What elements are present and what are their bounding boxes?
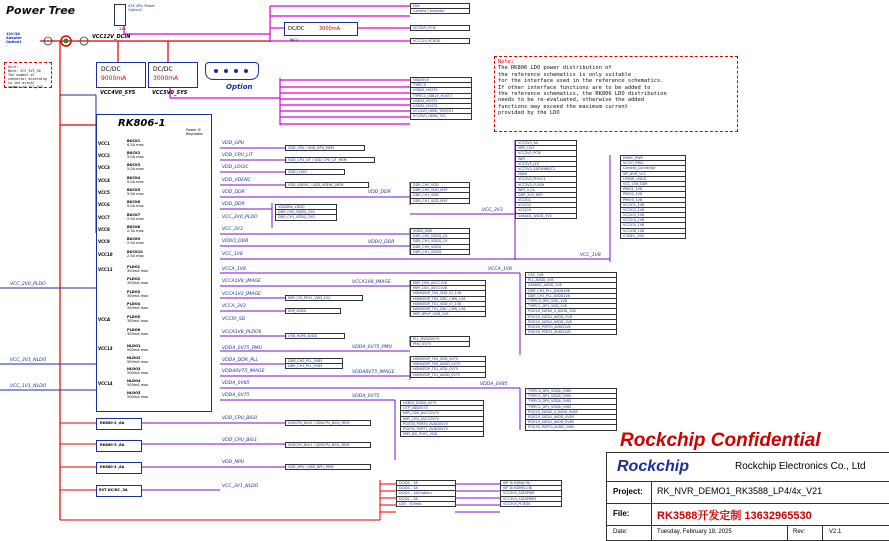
- pmic-name: RK806-1: [118, 118, 166, 129]
- dcin-rail-label: VCC12V_DCIN: [92, 34, 131, 40]
- pldo-vcc: VCCA: [98, 317, 111, 322]
- list-item: MIPI_CSI1_AVCC0V75: [400, 417, 484, 422]
- list-pll: [285, 358, 343, 369]
- list-item: HDMI/EDP_TX0_VDD_0V75: [410, 356, 486, 362]
- usb-net: USB30_HOST2: [410, 104, 472, 109]
- vddq-list: [410, 228, 470, 255]
- list-item: SPI_NOR_VCC: [620, 172, 686, 177]
- list-item: PMIO3_1V8: [620, 198, 686, 203]
- nldo-rail: VDDA0V75_IMAGE: [222, 369, 265, 374]
- nldo-vcc: VCC13: [98, 346, 113, 351]
- list-item: MIPI_CSI3: [515, 146, 577, 151]
- sys-5v0-label: VCC5V0_SYS: [152, 90, 188, 96]
- buck-vcc: VCC4: [98, 178, 110, 183]
- pmic-subtitle: Power IC Regulator: [186, 128, 203, 136]
- list-item: HDMI/EDP_TX0_AVDD_0V75: [410, 362, 486, 367]
- list-item: PLL_DVDD0V75: [410, 336, 470, 342]
- pldo-rail: VCCA_3V3: [222, 304, 246, 309]
- nldo-spec: 500mA max: [127, 360, 149, 364]
- top-net-list-2: [410, 25, 470, 31]
- buck-vcc: VCC1: [98, 141, 110, 146]
- net-text: VDDCPU_BIG1 / VDDCPU_BIG1_MEM: [285, 442, 371, 448]
- rockchip-logo: Rockchip: [617, 458, 690, 475]
- net-text: DDR_CH1_VDD: [410, 193, 470, 198]
- buck-spec: 2.5A max: [127, 241, 144, 245]
- adapter-label: 12V/3A Adapter Option1: [6, 32, 22, 44]
- buck-rail: VDD_VDENC: [222, 178, 251, 183]
- date-label: Date:: [613, 529, 628, 535]
- buck-vcc: VCC6: [98, 202, 110, 207]
- buck-name: BUCK2: [127, 151, 141, 155]
- pldo-name: PLDO1: [127, 265, 141, 269]
- buck-spec: 2.5A max: [127, 229, 144, 233]
- buck-spec: 5.0A max: [127, 167, 144, 171]
- net-text: DDR_CH0_VDDQ_CK: [410, 234, 470, 239]
- buck-spec: 2.5A max: [127, 217, 144, 221]
- list-item: MIPI_CSI0_AVCC1V8: [410, 280, 486, 286]
- dcdc-mid: [148, 62, 198, 88]
- rk860-rail: VDD_CPU_BIG0: [222, 416, 258, 421]
- buck-name: BUCK7: [127, 213, 141, 217]
- list-bottom-dcdc: [396, 480, 456, 507]
- net-text: DDR_CH1_VDD_M1P: [410, 199, 470, 204]
- list-item: PCIE30_PORT0_AVDD1V8: [525, 325, 617, 330]
- nldo-vcc: VCC14: [98, 381, 113, 386]
- pldo-spec: 300mA max: [127, 332, 149, 336]
- list-item: CODEC_1V8: [620, 234, 686, 239]
- net-text: MIPI_CSI_PHY1_VDD_1V2: [285, 295, 363, 301]
- note-line: needs to be re-evaluated, otherwise the added: [498, 97, 645, 104]
- net-text: DDR_CH1_VDDQ_CK0: [275, 215, 337, 220]
- list-item: MIPI_DSI_PHY1_VDD: [400, 432, 484, 437]
- buck-spec: 6.5A max: [127, 143, 144, 147]
- project-label: Project:: [613, 487, 643, 496]
- list-item: TYPEC1_DP1_VDDA_0V85: [525, 405, 617, 410]
- buck-vcc: VCC8: [98, 227, 110, 232]
- pldo-vcc: VCC11: [98, 267, 113, 272]
- net-text: VDD_VDENC / VDD_VDENC_MEM: [285, 182, 369, 188]
- buck-name: BUCK6: [127, 200, 141, 204]
- nldo-spec: 500mA max: [127, 371, 149, 375]
- note-line: functions may exceed the maximum current: [498, 103, 628, 110]
- net-text: EDP_AVDD: [285, 308, 341, 314]
- rk860-out: [285, 464, 371, 470]
- net-text: DDR_CH0_VDDQ: [410, 245, 470, 250]
- list-item: HDMI/EDP_TX0_DDC_CMN_1V8: [410, 297, 486, 302]
- pldo-rail: VCCA1V2_IMAGE: [222, 292, 261, 297]
- list-item: VCC3V3_PCIE: [515, 151, 577, 156]
- ext-rail: VCC_3V1_NLDO: [222, 484, 259, 489]
- list-bottom-out: [500, 480, 562, 507]
- buck-spec: 5.0A max: [127, 155, 144, 159]
- nldo-name: NLDO1: [127, 344, 141, 348]
- list-item: VCCIO1: [515, 198, 577, 203]
- net-text: DDR_CH0_VDDQ_CK0: [275, 210, 337, 215]
- list-item: HDMI/EDP_TX1_VDD_IO_1V8: [410, 302, 486, 307]
- list-item: VCCIO5_1V8: [620, 223, 686, 228]
- pldo-name: PLDO2: [127, 277, 141, 281]
- nldo-name: NLDO2: [127, 356, 141, 360]
- net-text: DDR_CH0_VDD_M1P: [410, 188, 470, 193]
- list-item: PCIE30_PORT0_AVDD_0V85: [525, 425, 617, 430]
- list-item: MIPI_CSI1_AVCC1V8: [410, 286, 486, 291]
- list-item: VCC3V3_SATAPWR1: [500, 497, 562, 502]
- nldo-name: NLDO3: [127, 367, 141, 371]
- list-item: DC/DC , 3A(Option): [396, 491, 456, 496]
- list-item: TYPEC0_DP0_VDDA_0V85: [525, 388, 617, 394]
- vdda0v75-label: VDDA_0V75: [352, 394, 380, 399]
- list-item: PMIO1_1V8: [620, 187, 686, 192]
- buck-rail: VCC_2V0_PLDO: [222, 215, 258, 220]
- usb-net: USB20_HOST2: [410, 99, 472, 104]
- usb-net: USB20_HOST0: [410, 88, 472, 93]
- vcca1v8-image-label: VCCA1V8_IMAGE: [352, 280, 391, 285]
- usb-net: TYPEC0: [410, 83, 472, 88]
- dcdc-top: [284, 22, 358, 36]
- rk860-out: [285, 420, 371, 426]
- note-line: If other interface functions are to be added to: [498, 84, 651, 91]
- vcc-1v8-label: VCC_1V8: [580, 253, 601, 258]
- list-item: PCIE20_SATA1_AVDD_1V8: [525, 315, 617, 320]
- list-item: PCIE20_SATA2_AVDD_0V85: [525, 420, 617, 425]
- nldo-name: NLDO4: [127, 379, 141, 383]
- list-item: ISP To HDMI(CN): [500, 480, 562, 486]
- note-right-title: Note:: [498, 59, 515, 65]
- usb-net: VCC5V0_HDMI_TX0/TX1: [410, 109, 472, 114]
- logic-net: [285, 169, 345, 175]
- buck-name: BUCK4: [127, 176, 141, 180]
- page-title: Power Tree: [6, 4, 76, 17]
- list-item: Camera_Connector: [620, 166, 686, 171]
- net-vcc5v0-pcie: VCC5V0_PCIE: [410, 25, 470, 31]
- rk860-rail: VDD_CPU_BIG1: [222, 438, 258, 443]
- buck-rail: VCC_1V8: [222, 252, 243, 257]
- list-vdda-0v85: [525, 388, 617, 431]
- buck-rail: VDD_DDR: [222, 190, 245, 195]
- net-text: USB_HDMI_AVDD: [285, 333, 345, 339]
- pldo-spec: 300mA max: [127, 294, 149, 298]
- list-image: [410, 356, 486, 378]
- pldo6: [285, 333, 345, 339]
- list-item: PCIE20_SATA1_AVDD_0V85: [525, 415, 617, 420]
- list-item: DDR_CH1_PLL_AVDD1V8: [525, 294, 617, 299]
- vdenc-net: [285, 182, 369, 188]
- rk860-name: RK860-3 ,6A: [100, 465, 125, 469]
- file-value: RK3588开发定制 13632965530: [657, 510, 812, 522]
- net-text: VDD_CPU_LIT / VDD_CPU_LIT_MEM: [285, 157, 375, 163]
- buck-spec: 5.0A max: [127, 204, 144, 208]
- list-item: DDR_2V5_MIPI: [515, 193, 577, 198]
- list-item: PCIE30_PORT0_AVDD0V75: [400, 422, 484, 427]
- note-left-title: Note:: [8, 65, 19, 69]
- date-row: [607, 525, 889, 540]
- buck-name: BUCK5: [127, 188, 141, 192]
- list-item: PMU_0V75: [410, 342, 470, 347]
- note-line: provided by the LDO: [498, 110, 560, 117]
- list-item: PLL_AVDD_1V8: [525, 278, 617, 283]
- list-item: VCC3V3_SATAPWR: [500, 491, 562, 496]
- buck-vcc: VCC2: [98, 153, 110, 158]
- confidential-label: Rockchip Confidential: [620, 430, 821, 451]
- buck-spec: 2.5A max: [127, 254, 144, 258]
- dcdc-mid-name: DC/DC: [153, 66, 173, 73]
- top-net-list-3: [410, 38, 470, 44]
- buck-vcc: VCC7: [98, 215, 110, 220]
- list-item: LPDDR_VDDQ: [620, 177, 686, 182]
- net-text: DDR_CH0_VDD: [410, 182, 470, 188]
- dcdc-left-current: 9000mA: [101, 75, 127, 82]
- list-item: VCC3V3_LTE: [515, 162, 577, 167]
- list-item: VCCIO6_1V8: [620, 229, 686, 234]
- input-vcc-1v1-nldo: VCC_1V1_NLDO: [10, 384, 47, 389]
- company-name: Rockchip Electronics Co., Ltd: [735, 461, 866, 472]
- list-item: LDO , 500mA: [396, 502, 456, 507]
- list-item: TYPEC0_DP0_VDDA_0V85: [525, 399, 617, 404]
- pldo-rail: VCCA1V8_PLDO6: [222, 330, 262, 335]
- title-block-header: [607, 453, 889, 482]
- list-vdda-0v75: [400, 400, 484, 437]
- net-camera-connector: Camera Connector: [410, 9, 470, 14]
- list-item: MIPI_DPHY_VDD_1V8: [410, 312, 486, 317]
- list-vcca1v8-image: [410, 280, 486, 317]
- lit-net: [285, 157, 375, 163]
- pldo-v12: [285, 295, 363, 301]
- vdd-ddr-label: VDD_DDR: [368, 190, 391, 195]
- pldo-3v3: [285, 308, 341, 314]
- list-item: SARADC_AVDD_3V3: [515, 214, 577, 219]
- buck-name: BUCK9: [127, 237, 141, 241]
- list-item: PCIE20_SATA0_2_AVDD_0V85: [525, 410, 617, 415]
- nldo-rail: VDDA_0V75_PMU: [222, 346, 262, 351]
- buck-rail: VDDQ_DDR: [222, 239, 249, 244]
- list-item: VCC3V3_FLASH: [515, 183, 577, 188]
- note-right: [494, 56, 738, 132]
- nldo-name: NLDO5: [127, 391, 141, 395]
- vddq-ddr-label: VDDQ_DDR: [368, 240, 395, 245]
- gpu-net: [285, 145, 365, 151]
- buck-rail: VDD_LOGIC: [222, 165, 249, 170]
- list-item: VCCIO1_1V8: [620, 203, 686, 208]
- buck-vcc: VCC5: [98, 190, 110, 195]
- rk860-rail: VDD_NPU: [222, 460, 245, 465]
- nldo-spec: 500mA max: [127, 395, 149, 399]
- dcdc-left-name: DC/DC: [101, 66, 121, 73]
- list-item: DDR_CH0_PLL_AVDD1V8: [525, 289, 617, 294]
- rk860-name: RK860-2 ,6A: [100, 421, 125, 425]
- list-item: TYPEC0_DP0_VDD_1V8: [525, 299, 617, 304]
- ddr-right: [410, 182, 470, 204]
- usb-net-list: [410, 77, 472, 120]
- buck-name: BUCK10: [127, 250, 143, 254]
- list-item: WIFI: [515, 157, 577, 162]
- nldo-spec: 500mA max: [127, 348, 149, 352]
- buck-name: BUCK8: [127, 225, 141, 229]
- net-text: DDR_CH1_VDDQ_CK: [410, 239, 470, 244]
- rev-value: V2.1: [829, 529, 842, 535]
- dcdc-top-name: DC/DC: [288, 26, 305, 32]
- file-label: File:: [613, 509, 630, 518]
- list-item: SARADC_AVDD_1V8: [525, 283, 617, 288]
- usb-net: VBUS5V0: [410, 77, 472, 83]
- buck-rail: VDD_CPU_LIT: [222, 153, 253, 158]
- net-text: VDDDRA_VDDQ: [275, 204, 337, 210]
- list-item: OSC_1V8: [525, 272, 617, 278]
- list-item: VCCIO2_1V8: [620, 208, 686, 213]
- list-item: VCC3V3_SD: [515, 140, 577, 146]
- list-item: PCIE20_SATA2_AVDD_1V8: [525, 320, 617, 325]
- buck-vcc: VCC10: [98, 252, 113, 257]
- date-value: Tuesday, February 18, 2025: [657, 529, 732, 535]
- pmu-label: VDDA_0V75_PMU: [352, 345, 392, 350]
- option-connector: [205, 62, 259, 80]
- top-net-list: [410, 3, 470, 14]
- list-item: PMIO2_1V8: [620, 192, 686, 197]
- nldo-rail: VDDA_0V85: [222, 381, 250, 386]
- list-item: VCCIO_PMIC: [620, 161, 686, 166]
- list-item: TYPEC1_DP1_VDD_1V8: [525, 304, 617, 309]
- note-left-text: Note: VCC_3V3_S0 The number of connector according to the actual number of VCC_3V3: [8, 69, 47, 89]
- pldo-spec: 300mA max: [127, 269, 149, 273]
- ext-dcdc-name: EXT DC/DC ,3A: [99, 488, 128, 492]
- list-item: HDMI: [515, 172, 577, 177]
- option-label: Option: [226, 83, 253, 91]
- buck-rail: VDD_GPU: [222, 141, 245, 146]
- rev-label: Rev:: [793, 529, 806, 535]
- usb-net: VCC5V0_HDMI_TX3: [410, 114, 472, 119]
- list-item: DDR_CH0_PLL_0V85: [285, 358, 343, 364]
- net-fan: FAN: [410, 3, 470, 9]
- net-text: VDD_GPU / VDD_GPU_MEM: [285, 145, 365, 151]
- net-text: VDD_NPU / VDD_NPU_MEM: [285, 464, 371, 470]
- list-item: VCCIO4_1V8: [620, 218, 686, 223]
- list-item: MIPI_CSI0_AVCC0V75: [400, 411, 484, 416]
- pldo-name: PLDO5: [127, 315, 141, 319]
- list-item: VCCIO3_1V8: [620, 213, 686, 218]
- vdda0v85-label: VDDA_0V85: [480, 382, 508, 387]
- list-item: DDR_CH1_PLL_0V85: [285, 364, 343, 369]
- buck-name: BUCK1: [127, 139, 141, 143]
- project-value: RK_NVR_DEMO1_RK3588_LP4/4x_V21: [657, 486, 823, 496]
- buck-spec: 5.0A max: [127, 192, 144, 196]
- list-1v8: [620, 155, 686, 239]
- project-row: [607, 481, 889, 504]
- nldo-rail: VDDA_0V75: [222, 393, 250, 398]
- list-item: HDMI/EDP_TX0_VDD_IO_1V8: [410, 291, 486, 296]
- pldo-name: PLDO4: [127, 302, 141, 306]
- list-item: HDMI/EDP_TX1_DDC_CMN_1V8: [410, 307, 486, 312]
- list-vcca-1v8: [525, 272, 617, 335]
- pldo-spec: 300mA max: [127, 281, 149, 285]
- note-line: for the interface used in the reference schematics.: [498, 78, 664, 85]
- pldo-rail: VCCIO_SD: [222, 317, 246, 322]
- list-item: OTP_VDD0V75: [400, 406, 484, 411]
- pldo-spec: 300mA max: [127, 306, 149, 310]
- list-item: PCIE20_SATA0_2_AVDD_1V8: [525, 309, 617, 314]
- net-mcu: MCU: [290, 38, 299, 42]
- note-line: the reference schematics is only suitable: [498, 71, 632, 78]
- net-text: VDDQ_DDR: [410, 228, 470, 234]
- pldo-rail: VCCA_1V8: [222, 267, 246, 272]
- list-item: VCCIO2: [515, 203, 577, 208]
- atx-12v-label: 12V: [119, 27, 126, 31]
- nldo-spec: 500mA max: [127, 383, 149, 387]
- pldo-name: PLDO6: [127, 328, 141, 332]
- list-item: DC/DC , 3A: [396, 480, 456, 486]
- list-item: DC/DC , 3A: [396, 486, 456, 491]
- note-left: [4, 62, 52, 88]
- vcca-1v8-label: VCCA_1V8: [488, 267, 512, 272]
- atx-label: ATX 4Pin Power Option2: [128, 4, 155, 12]
- list-item: VCC3V3_SATAPWR/C1: [515, 167, 577, 172]
- net-vcc12v-pcie30: VCC12V_PCIE30: [410, 38, 470, 44]
- list-item: VCCIO3: [515, 208, 577, 213]
- dcdc-left: [96, 62, 146, 88]
- list-item: ISP To HDMI(LCN): [500, 486, 562, 491]
- buck-rail: VDD_DDR: [222, 202, 245, 207]
- list-item: VCC_1V8_DDR: [620, 182, 686, 187]
- list-item: WIFI_V_CL: [515, 188, 577, 193]
- image-label: VDDA0V75_IMAGE: [352, 370, 395, 375]
- list-3v3: [515, 140, 577, 219]
- list-item: TYPEC1_DP1_VDDA_0V85: [525, 394, 617, 399]
- pldo-spec: 300mA max: [127, 319, 149, 323]
- dcdc-top-current: 3000mA: [319, 26, 341, 32]
- net-text: VDD_LOGIC: [285, 169, 345, 175]
- rk860-name: RK860-3 ,6A: [100, 443, 125, 447]
- list-pmu: [410, 336, 470, 347]
- vcc-3v3-label: VCC_3V3: [482, 208, 503, 213]
- buck-name: BUCK3: [127, 163, 141, 167]
- sys-4v0-label: VCC4V0_SYS: [100, 90, 136, 96]
- pldo-name: PLDO3: [127, 290, 141, 294]
- input-vcc-3v1-nldo: VCC_3V1_NLDO: [10, 358, 47, 363]
- list-item: EMMC_PWR: [620, 155, 686, 161]
- buck-vcc: VCC9: [98, 239, 110, 244]
- list-item: PCIE30_PORT1_AVDD0V75: [400, 427, 484, 432]
- buck-spec: 5.0A max: [127, 180, 144, 184]
- list-item: HDMI/EDP_TX1_AVDD_0V75: [410, 373, 486, 378]
- buck-vcc: VCC3: [98, 165, 110, 170]
- file-row: [607, 503, 889, 526]
- dcdc-mid-current: 3000mA: [153, 75, 179, 82]
- buck-rail: VCC_3V3: [222, 227, 243, 232]
- rk860-out: [285, 442, 371, 448]
- note-line: the reference schematics, the RK806 LDO distribution: [498, 91, 667, 98]
- title-block: [606, 452, 889, 541]
- usb-net: TYPEC1_USB20_HOST1: [410, 94, 472, 99]
- pldo-rail: VCCA1V8_IMAGE: [222, 279, 261, 284]
- ddr-group: [275, 204, 337, 221]
- net-text: VDDCPU_BIG0 / VDDCPU_BIG0_MEM: [285, 420, 371, 426]
- nldo-rail: VDDA_DDR_PLL: [222, 358, 259, 363]
- list-item: DC/DC , 3A: [396, 497, 456, 502]
- list-item: VCC3V3_PCIE30: [500, 502, 562, 507]
- atx-connector: [114, 4, 126, 26]
- list-item: HDMI/EDP_TX1_VDD_0V75: [410, 367, 486, 372]
- pmic-rk806: [96, 114, 212, 412]
- net-text: DDR_CH1_VDDQ: [410, 250, 470, 255]
- list-item: USB20_DVDD_0V75: [400, 400, 484, 406]
- list-item: VCC3V3_PHY/C1: [515, 177, 577, 182]
- input-vcc-2v0-pldo: VCC_2V0_PLDO: [10, 282, 46, 287]
- list-item: PCIE30_PORT1_AVDD1V8: [525, 330, 617, 335]
- note-line: The RK806 LDO power distribution of: [498, 65, 612, 72]
